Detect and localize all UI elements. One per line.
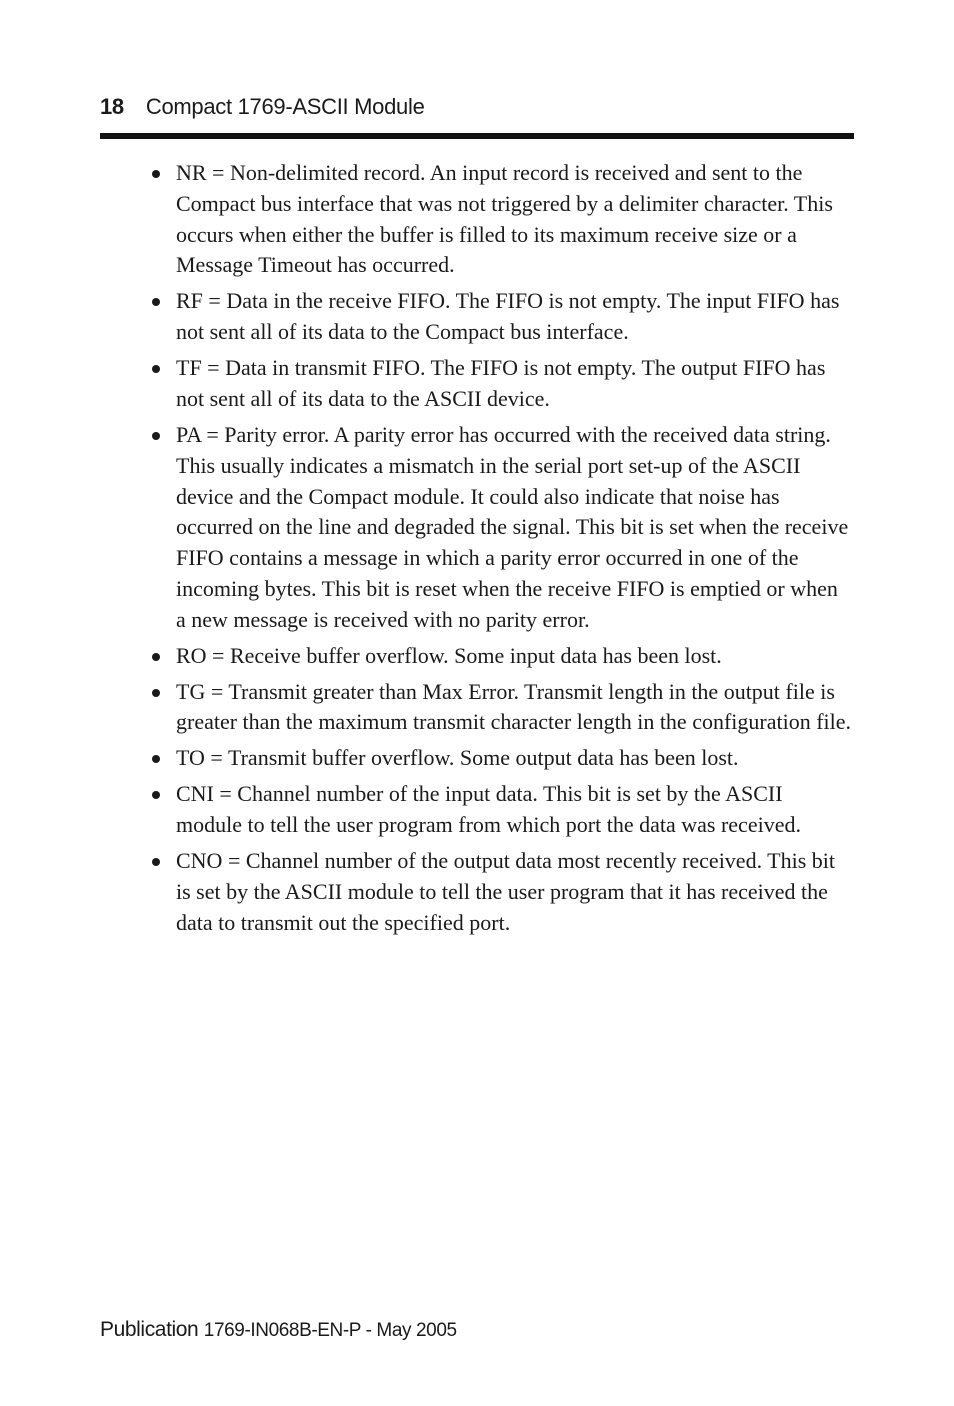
list-item <box>152 641 852 672</box>
bullet-icon <box>152 365 160 373</box>
publication-code: 1769-IN068B-EN-P - May 2005 <box>203 1320 457 1341</box>
status-bit-list <box>152 158 852 944</box>
bullet-icon <box>152 755 160 763</box>
list-item-text: PA = Parity error. A parity error has occurred with the received data string. This usually indicates a mismatch in the serial port set-up of the ASCII device and the Compact module. It could also indicate that noise has occurred on the line and degraded the signal. This bit is set when the receive FIFO contains a message in which a parity error occurred in one of the incoming bytes. This bit is reset when the receive FIFO is emptied or when a new message is received with no parity error. <box>176 421 849 632</box>
list-item-text: NR = Non-delimited record. An input record is received and sent to the Compact bus interface that was not triggered by a delimiter character. This occurs when either the buffer is filled to its maximum receive size or a Message Timeout has occurred. <box>176 160 833 278</box>
list-item <box>152 420 852 636</box>
list-item-text: CNO = Channel number of the output data most recently received. This bit is set by the ASCII module to tell the user program that it has received the data to transmit out the specified port. <box>176 848 836 935</box>
page-number: 18 <box>100 94 124 119</box>
page-footer <box>100 1318 457 1342</box>
list-item <box>152 846 852 938</box>
list-item-text: TO = Transmit buffer overflow. Some output data has been lost. <box>176 745 739 771</box>
bullet-icon <box>152 689 160 697</box>
list-item-text: RO = Receive buffer overflow. Some input data has been lost. <box>176 642 722 668</box>
list-item <box>152 743 852 774</box>
list-item-text: CNI = Channel number of the input data. This bit is set by the ASCII module to tell the user program from which port the data was received. <box>176 781 801 838</box>
header-rule <box>100 133 854 139</box>
list-item <box>152 779 852 841</box>
list-item-text: RF = Data in the receive FIFO. The FIFO is not empty. The input FIFO has not sent all of its data to the Compact bus interface. <box>176 288 840 345</box>
bullet-icon <box>152 858 160 866</box>
list-item-text: TG = Transmit greater than Max Error. Transmit length in the output file is greater than the maximum transmit character length in the configuration file. <box>176 678 852 735</box>
list-item-text: TF = Data in transmit FIFO. The FIFO is not empty. The output FIFO has not sent all of its data to the ASCII device. <box>176 355 826 411</box>
list-item <box>152 677 852 739</box>
list-item <box>152 353 852 415</box>
list-item <box>152 158 852 281</box>
list-item <box>152 286 852 348</box>
bullet-icon <box>152 653 160 661</box>
page-header <box>100 94 854 124</box>
bullet-icon <box>152 170 160 178</box>
bullet-icon <box>152 432 160 440</box>
footer-label: Publication <box>100 1318 199 1341</box>
bullet-icon <box>152 298 160 306</box>
header-title: Compact 1769-ASCII Module <box>145 94 425 119</box>
bullet-icon <box>152 791 160 799</box>
